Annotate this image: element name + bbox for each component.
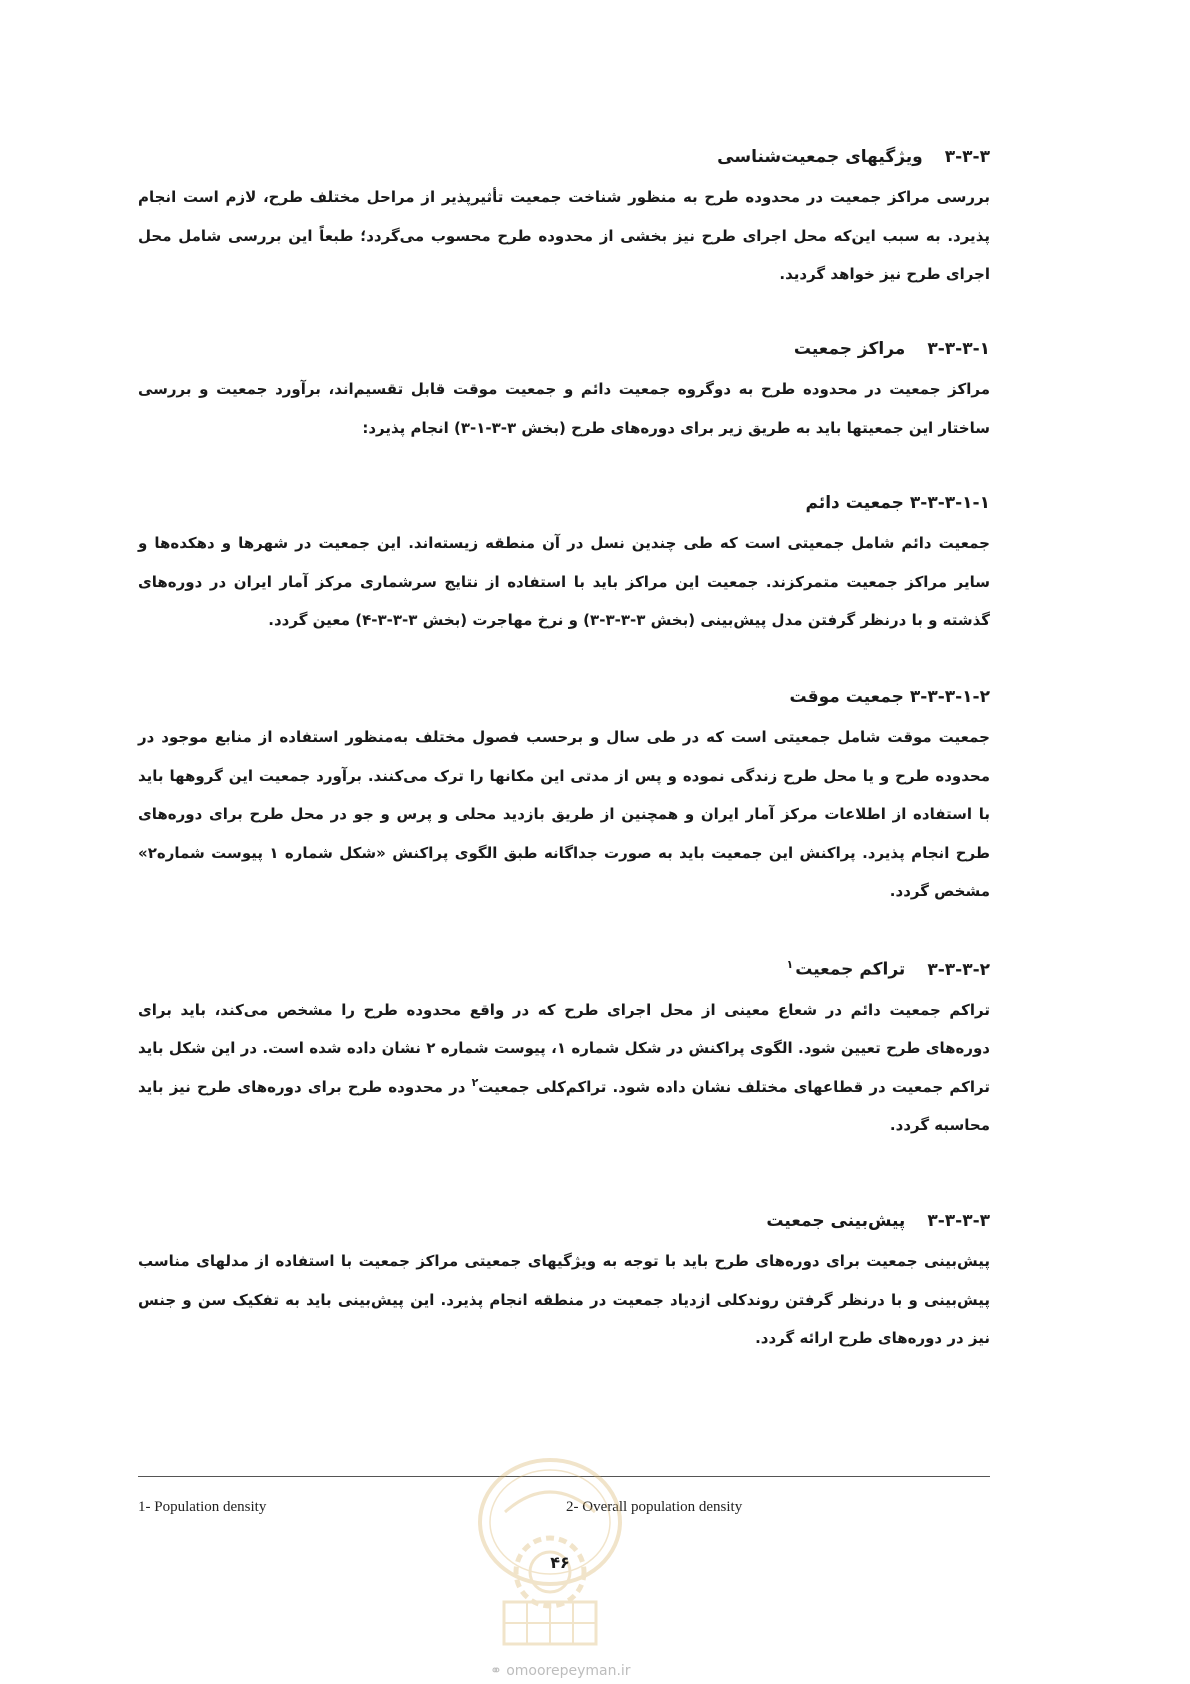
section-population-forecast <box>138 1208 990 1358</box>
section-title: جمعیت دائم <box>805 493 904 513</box>
section-heading <box>138 336 990 362</box>
section-temporary-population <box>138 684 990 911</box>
section-title: جمعیت موقت <box>789 687 904 707</box>
site-watermark <box>490 1663 631 1679</box>
paragraph-part: در محدوده طرح برای دوره‌های طرح نیز باید محاسبه گردد. <box>138 1077 990 1135</box>
section-paragraph: جمعیت دائم شامل جمعیتی است که طی چندین نسل در آن منطقه زیسته‌اند. این جمعیت در شهرها و دهکده‌ها و سایر مراکز جمعیت متمرکزند. جمعیت این مراکز باید با استفاده از نتایج سرشماری مرکز آمار ایران در دوره‌های گذشته و با درنظر گرفتن مدل پیش‌بینی (بخش ۳-۳-۳-۳) و نرخ مهاجرت (بخش ۳-۳-۳-۴) معین گردد. <box>138 534 990 629</box>
section-heading <box>138 952 990 983</box>
section-paragraph <box>138 991 990 1145</box>
section-number: ۳-۳-۳-۱-۲ <box>909 687 990 707</box>
page-number: ۴۶ <box>550 1553 570 1572</box>
section-title: ویژگیهای جمعیت‌شناسی <box>717 147 923 167</box>
section-paragraph: مراکز جمعیت در محدوده طرح به دوگروه جمعیت دائم و جمعیت موقت قابل تقسیم‌اند، برآورد جمعیت و بررسی ساختار این جمعیتها باید به طریق زیر برای دوره‌های طرح (بخش ۳-۳-۱-۳) انجام پذیرد: <box>138 380 990 437</box>
section-permanent-population <box>138 490 990 640</box>
section-heading <box>138 144 990 170</box>
section-paragraph: پیش‌بینی جمعیت برای دوره‌های طرح باید با توجه به ویژگیهای جمعیتی مراکز جمعیت با استفاده از مدلهای مناسب پیش‌بینی و با درنظر گرفتن روندکلی ازدیاد جمعیت در منطقه انجام پذیرد. این پیش‌بینی باید به تفکیک سن و جنس نیز در دوره‌های طرح ارائه گردد. <box>138 1252 990 1347</box>
section-paragraph: بررسی مراکز جمعیت در محدوده طرح به منظور شناخت جمعیت تأثیرپذیر از مراحل مختلف طرح، لازم است انجام پذیرد. به سبب این‌که محل اجرای طرح نیز بخشی از محدوده طرح محسوب می‌گردد؛ طبعاً این بررسی شامل محل اجرای طرح نیز خواهد گردید. <box>138 188 990 283</box>
section-paragraph: جمعیت موقت شامل جمعیتی است که در طی سال و برحسب فصول مختلف به‌منظور استفاده از منابع موجود در محدوده طرح و یا محل طرح زندگی نموده و پس از مدتی این مکانها را ترک می‌کنند. برآورد جمعیت این گروهها باید با استفاده از اطلاعات مرکز آمار ایران و همچنین از طریق بازدید محلی و پرس و جو در محل طرح برای دوره‌های طرح انجام پذیرد. پراکنش این جمعیت باید به صورت جداگانه طبق الگوی پراکنش «شکل شماره ۱ پیوست شماره۲» مشخص گردد. <box>138 728 990 900</box>
section-number: ۳-۳-۳ <box>944 147 990 167</box>
section-title: مراکز جمعیت <box>793 339 906 359</box>
paragraph-part: تراکم جمعیت دائم در شعاع معینی از محل اجرای طرح که در واقع محدوده طرح را مشخص می‌کند، باید برای دوره‌های طرح تعیین شود. الگوی پراکنش در شکل شماره ۱، پیوست شماره ۲ نشان داده شده است. در این شکل باید تراکم جمعیت در قطاعهای مختلف نشان داده شود. تراکم‌کلی جمعیت <box>138 1000 990 1096</box>
footnote-2: 2- Overall population density <box>566 1499 743 1515</box>
section-number: ۳-۳-۳-۱-۱ <box>909 493 990 513</box>
globe-icon: ⚭ <box>490 1663 502 1679</box>
section-heading <box>138 490 990 516</box>
section-title: پیش‌بینی جمعیت <box>766 1211 906 1231</box>
section-title: تراکم جمعیت <box>795 959 906 980</box>
section-number: ۳-۳-۳-۲ <box>927 959 990 980</box>
section-population-density <box>138 952 990 1145</box>
footnote-marker: ۱ <box>786 958 794 971</box>
seal-watermark-icon <box>470 1452 630 1652</box>
footnote-marker: ۲ <box>471 1075 479 1089</box>
section-number: ۳-۳-۳-۱ <box>927 339 990 359</box>
footnote-1: 1- Population density <box>138 1499 267 1515</box>
section-heading <box>138 684 990 710</box>
section-population-centers <box>138 336 990 447</box>
site-watermark-text: omoorepeyman.ir <box>506 1663 631 1679</box>
section-demographic-characteristics <box>138 144 990 294</box>
section-number: ۳-۳-۳-۳ <box>927 1211 990 1231</box>
section-heading <box>138 1208 990 1234</box>
